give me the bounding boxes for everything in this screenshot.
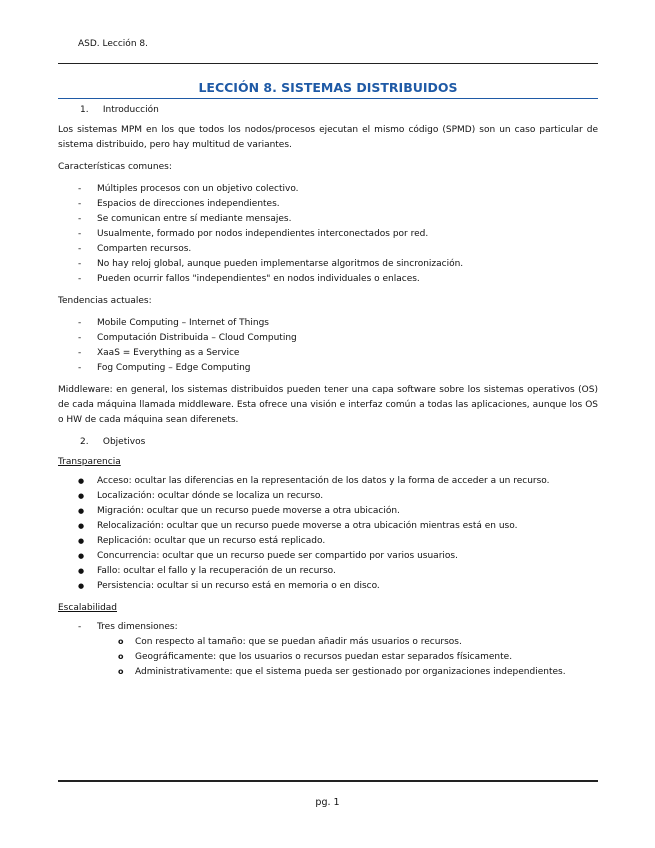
list-item: - Mobile Computing – Internet of Things <box>58 316 598 331</box>
list-item: - Usualmente, formado por nodos independientes interconectados por red. <box>58 227 598 242</box>
features-list <box>58 182 598 287</box>
dimensions-label: Tres dimensiones: <box>97 622 178 632</box>
dimensions-list <box>97 635 598 680</box>
section-title: Objetivos <box>102 437 146 447</box>
list-item: - XaaS = Everything as a Service <box>58 346 598 361</box>
list-item: o Geográficamente: que los usuarios o recursos puedan estar separados físicamente. <box>97 650 598 665</box>
document-body <box>58 76 598 687</box>
list-item: - Pueden ocurrir fallos "independientes" en nodos individuales o enlaces. <box>58 272 598 287</box>
list-item: ● Fallo: ocultar el fallo y la recuperación de un recurso. <box>58 564 598 579</box>
transparency-heading: Transparencia <box>58 457 121 467</box>
list-item: ● Migración: ocultar que un recurso puede moverse a otra ubicación. <box>58 504 598 519</box>
section-title: Introducción <box>102 105 159 115</box>
intro-paragraph: Los sistemas MPM en los que todos los nodos/procesos ejecutan el mismo código (SPMD) son un caso particular de sistema distribuido, pero hay multitud de variantes. <box>58 125 598 150</box>
list-item: ● Persistencia: ocultar si un recurso está en memoria o en disco. <box>58 579 598 594</box>
list-item: o Administrativamente: que el sistema pueda ser gestionado por organizaciones independientes. <box>97 665 598 680</box>
list-item: ● Concurrencia: ocultar que un recurso puede ser compartido por varios usuarios. <box>58 549 598 564</box>
document-title: LECCIÓN 8. SISTEMAS DISTRIBUIDOS <box>58 76 598 99</box>
section-number: 2. <box>80 437 89 447</box>
page-header: ASD. Lección 8. <box>78 39 148 49</box>
list-item: o Con respecto al tamaño: que se puedan añadir más usuarios o recursos. <box>97 635 598 650</box>
footer-rule <box>58 780 598 782</box>
list-item <box>58 620 598 680</box>
transparency-list <box>58 474 598 594</box>
section-heading-objetivos <box>58 435 598 450</box>
list-item: - Múltiples procesos con un objetivo colectivo. <box>58 182 598 197</box>
list-item: ● Replicación: ocultar que un recurso está replicado. <box>58 534 598 549</box>
trends-label: Tendencias actuales: <box>58 296 152 306</box>
section-heading-introduccion <box>58 103 598 118</box>
list-item: ● Relocalización: ocultar que un recurso puede moverse a otra ubicación mientras está en uso. <box>58 519 598 534</box>
page-number: pg. 1 <box>315 797 340 808</box>
list-item: - No hay reloj global, aunque pueden implementarse algoritmos de sincronización. <box>58 257 598 272</box>
scalability-list <box>58 620 598 680</box>
trends-list <box>58 316 598 376</box>
middleware-paragraph: Middleware: en general, los sistemas distribuidos pueden tener una capa software sobre los sistemas operativos (OS) de cada máquina llamada middleware. Esta ofrece una visión e interfaz común a todas las aplicaciones, aunque los OS o HW de cada máquina sean diferenets. <box>58 385 598 425</box>
list-item: ● Acceso: ocultar las diferencias en la representación de los datos y la forma de acceder a un recurso. <box>58 474 598 489</box>
scalability-heading: Escalabilidad <box>58 603 118 613</box>
list-item: ● Localización: ocultar dónde se localiza un recurso. <box>58 489 598 504</box>
list-item: - Computación Distribuida – Cloud Computing <box>58 331 598 346</box>
list-item: - Fog Computing – Edge Computing <box>58 361 598 376</box>
features-label: Características comunes: <box>58 162 172 172</box>
list-item: - Espacios de direcciones independientes. <box>58 197 598 212</box>
section-number: 1. <box>80 105 89 115</box>
list-item: - Comparten recursos. <box>58 242 598 257</box>
list-item: - Se comunican entre sí mediante mensajes. <box>58 212 598 227</box>
header-rule <box>58 63 598 64</box>
